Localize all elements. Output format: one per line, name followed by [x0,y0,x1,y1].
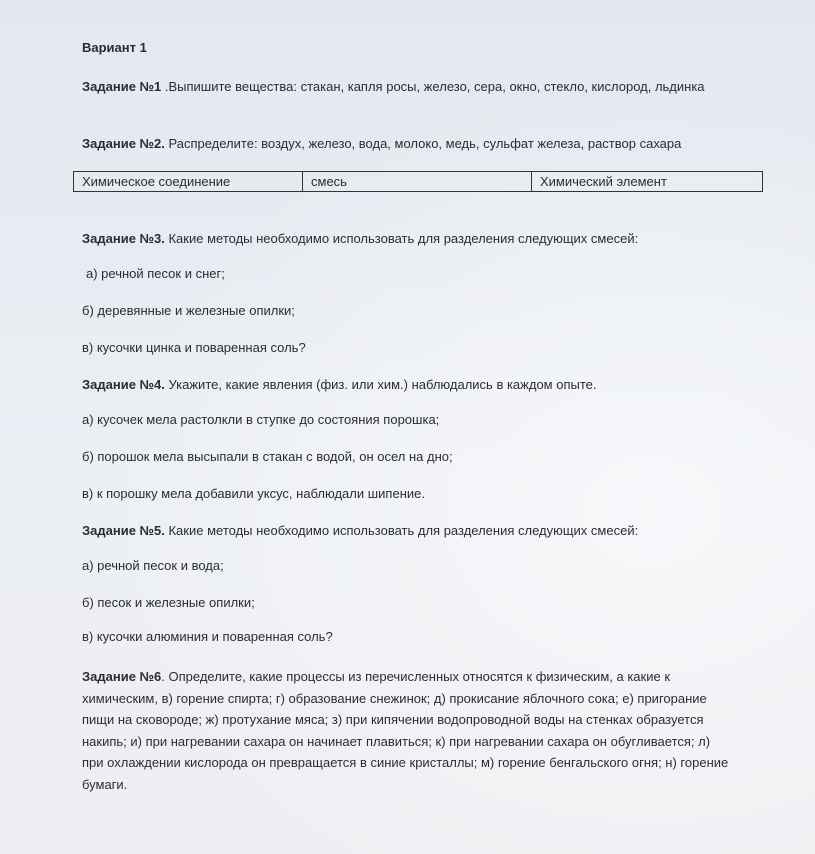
table-header-row [74,172,763,192]
task-3-item-a: а) речной песок и снег; [86,266,225,281]
task-4-item-c: в) к порошку мела добавили уксус, наблюдали шипение. [82,486,425,501]
task-5-label: Задание №5. [82,523,165,538]
task-3 [82,229,775,249]
task-4-text: Укажите, какие явления (физ. или хим.) наблюдались в каждом опыте. [164,377,597,392]
task-4 [82,375,775,395]
table-header-compound: Химическое соединение [74,172,303,192]
task-4-item-b: б) порошок мела высыпали в стакан с водой, он осел на дно; [82,449,453,464]
task-2-label: Задание №2. [82,136,165,151]
task-5-item-b: б) песок и железные опилки; [82,595,255,610]
task-3-label: Задание №3. [82,231,165,246]
task-2-text: Распределите: воздух, железо, вода, молоко, медь, сульфат железа, раствор сахара [164,136,682,151]
table-header-element: Химический элемент [532,172,763,192]
task-5-text: Какие методы необходимо использовать для разделения следующих смесей: [164,523,639,538]
task-5 [82,521,775,541]
task-5-item-a: а) речной песок и вода; [82,558,224,573]
task-4-item-a: а) кусочек мела растолкли в ступке до состояния порошка; [82,412,440,427]
task-6 [82,666,735,795]
task-2 [82,134,775,154]
task-3-item-b: б) деревянные и железные опилки; [82,303,295,318]
variant-title: Вариант 1 [82,40,147,55]
task-3-item-c: в) кусочки цинка и поваренная соль? [82,340,306,355]
task-5-item-c: в) кусочки алюминия и поваренная соль? [82,629,333,644]
task-1-text: .Выпишите вещества: стакан, капля росы, железо, сера, окно, стекло, кислород, льдинка [161,79,705,94]
classification-table [73,171,763,192]
task-4-label: Задание №4. [82,377,165,392]
table-header-mixture: смесь [303,172,532,192]
task-1-label: Задание №1 [82,79,162,94]
task-3-text: Какие методы необходимо использовать для разделения следующих смесей: [164,231,639,246]
task-6-text: . Определите, какие процессы из перечисленных относятся к физическим, а какие к химическим, в) горение спирта; г) образование снежинок; д) прокисание яблочного сока; е) пригорание пищи на сковороде; ж) протухание мяса; з) при кипячении водопроводной воды на стенках образуется накипь; и) при нагревании сахара он начинает плавиться; к) при нагревании сахара он обугливается; л) при охлаждении кислорода он превращается в синие кристаллы; м) горение бенгальского огня; н) горение бумаги. [82,669,729,792]
task-1 [82,77,775,97]
task-6-label: Задание №6 [82,669,162,684]
